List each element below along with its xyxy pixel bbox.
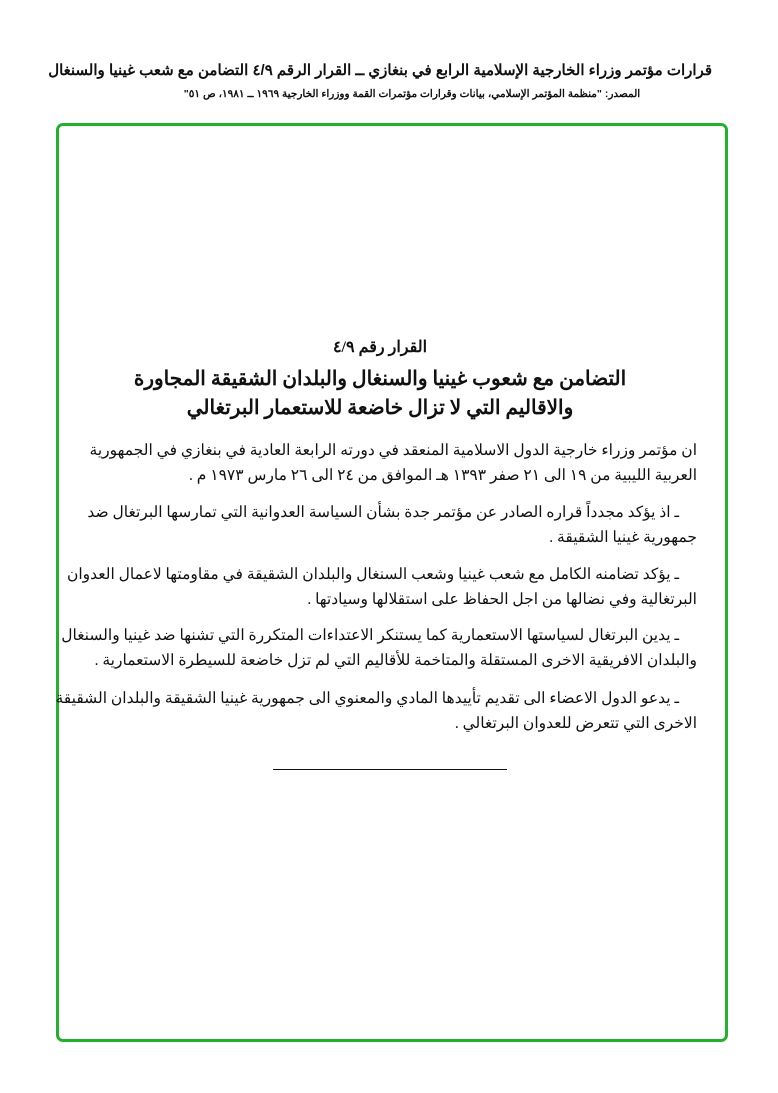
paragraph-1-line-1: ان مؤتمر وزراء خارجية الدول الاسلامية المنعقد في دورته الرابعة العادية في بنغازي في الجمهورية [89,442,697,459]
paragraph-4-line-2: والبلدان الافريقية الاخرى المستقلة والمتاخمة للأقاليم التي لم تزل خاضعة للسيطرة الاستعمارية . [94,652,697,669]
document-header-title: قرارات مؤتمر وزراء الخارجية الإسلامية الرابع في بنغازي ــ القرار الرقم ٤/٩ التضامن مع شعب غينيا والسنغال [48,62,712,79]
paragraph-1-line-2: العربية الليبية من ١٩ الى ٢١ صفر ١٣٩٣ هـ الموافق من ٢٤ الى ٢٦ مارس ١٩٧٣ م . [189,467,697,484]
paragraph-4-line-1: ـ يدين البرتغال لسياستها الاستعمارية كما يستنكر الاعتداءات المتكررة التي تشنها ضد غينيا والسنغال [61,627,679,644]
paragraph-3-line-2: البرتغالية وفي نضالها من اجل الحفاظ على استقلالها وسيادتها . [307,591,697,608]
resolution-number: القرار رقم ٤/٩ [332,339,428,356]
paragraph-3-line-1: ـ يؤكد تضامنه الكامل مع شعب غينيا وشعب السنغال والبلدان الشقيقة في مقاومتها لاعمال العدوان [66,566,679,583]
paragraph-5-line-1: ـ يدعو الدول الاعضاء الى تقديم تأييدها المادي والمعنوي الى جمهورية غينيا الشقيقة والبلدان الشقيقة [55,690,679,707]
paragraph-2-line-2: جمهورية غينيا الشقيقة . [549,529,697,546]
paragraph-2-line-1: ـ اذ يؤكد مجدداً قراره الصادر عن مؤتمر جدة بشأن السياسة العدوانية التي تمارسها البرتغال ضد [87,504,679,521]
resolution-heading-line-2: والاقاليم التي لا تزال خاضعة للاستعمار البرتغالي [186,397,574,419]
resolution-heading-line-1: التضامن مع شعوب غينيا والسنغال والبلدان الشقيقة المجاورة [133,368,627,390]
document-source-citation: المصدر: "منظمة المؤتمر الإسلامي، بيانات وقرارات مؤتمرات القمة ووزراء الخارجية ١٩٦٩ ــ ١٩٨١، ص ٥١" [183,88,641,100]
end-rule [273,769,507,770]
paragraph-5-line-2: الاخرى التي تتعرض للعدوان البرتغالي . [454,715,697,732]
